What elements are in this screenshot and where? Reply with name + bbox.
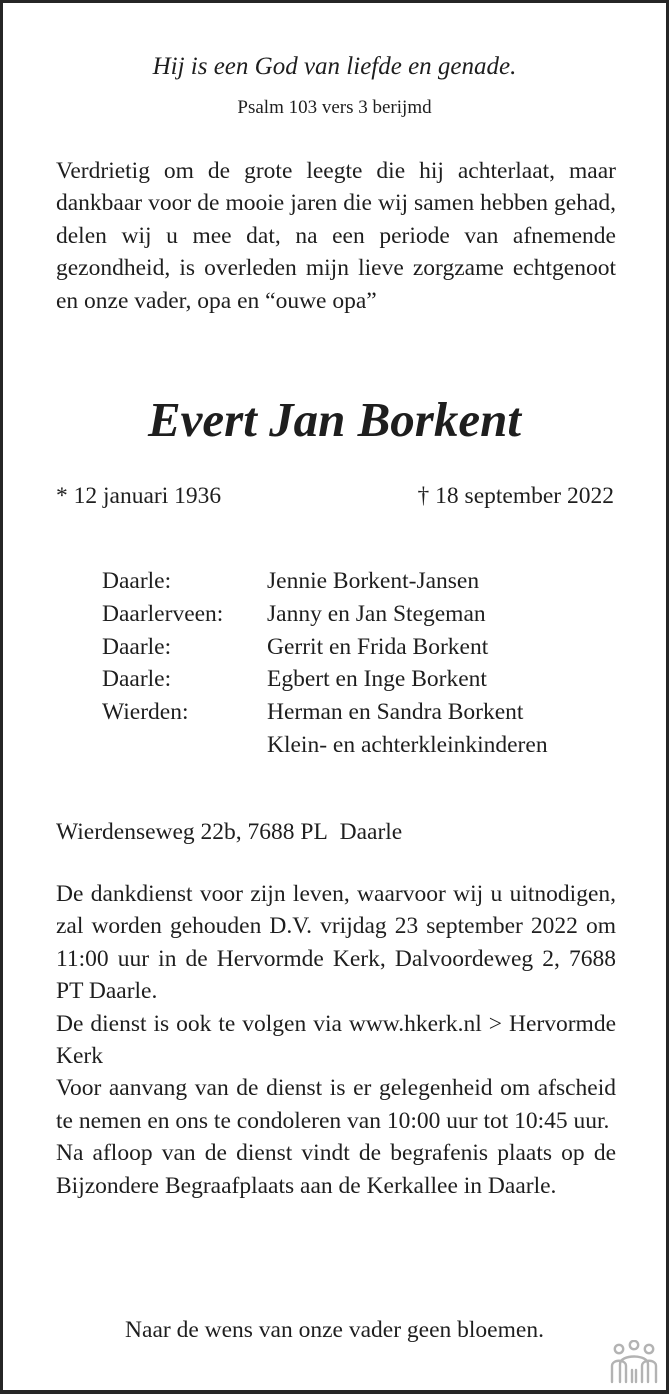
family-place: Daarlerveen: bbox=[102, 600, 224, 627]
burial-paragraph: Na afloop van de dienst vindt de begrafenis plaats op de Bijzondere Begraafplaats aan de Kerkallee in Daarle. bbox=[56, 1140, 616, 1199]
family-row bbox=[102, 696, 548, 729]
family-place: Daarle: bbox=[102, 666, 172, 693]
family-place bbox=[102, 729, 267, 762]
condolence-paragraph: Voor aanvang van de dienst is er gelegenheid om afscheid te nemen en ons te condoleren van 10:00 uur tot 10:45 uur. bbox=[56, 1075, 616, 1134]
home-address: Wierdenseweg 22b, 7688 PL Daarle bbox=[56, 819, 403, 845]
intro-paragraph: Verdrietig om de grote leegte die hij achterlaat, maar dankbaar voor de mooie jaren die wij samen hebben gehad, delen wij u mee dat, na een periode van afnemende gezondheid, is overleden mijn lieve zorgzame echtgenoot en onze vader, opa en “ouwe opa” bbox=[56, 158, 616, 314]
motto-source: Psalm 103 vers 3 berijmd bbox=[237, 97, 432, 118]
family-names: Janny en Jan Stegeman bbox=[267, 600, 486, 627]
service-paragraph: De dankdienst voor zijn leven, waarvoor wij u uitnodigen, zal worden gehouden D.V. vrijdag 23 september 2022 om 11:00 uur in de Hervormde Kerk, Dalvoordeweg 2, 7688 PT Daarle. bbox=[56, 881, 616, 1005]
family-place: Daarle: bbox=[102, 568, 172, 594]
family-people-icon bbox=[610, 1340, 658, 1384]
family-place: Daarle: bbox=[102, 633, 172, 660]
family-row bbox=[102, 598, 548, 631]
death-date: † 18 september 2022 bbox=[417, 483, 614, 509]
deceased-name: Evert Jan Borkent bbox=[148, 392, 521, 447]
family-row bbox=[102, 631, 548, 664]
family-names: Herman en Sandra Borkent bbox=[267, 699, 524, 726]
family-place: Wierden: bbox=[102, 699, 189, 726]
family-names: Klein- en achterkleinkinderen bbox=[267, 731, 548, 758]
family-row bbox=[102, 565, 548, 598]
family-names: Egbert en Inge Borkent bbox=[267, 666, 487, 693]
family-row bbox=[102, 729, 548, 762]
family-list bbox=[102, 565, 548, 762]
family-row bbox=[102, 663, 548, 696]
motto: Hij is een God van liefde en genade. bbox=[152, 53, 517, 80]
family-names: Gerrit en Frida Borkent bbox=[267, 633, 489, 660]
birth-date: * 12 januari 1936 bbox=[56, 483, 222, 509]
livestream-paragraph: De dienst is ook te volgen via www.hkerk.nl > Hervormde Kerk bbox=[56, 1010, 616, 1070]
service-details bbox=[56, 878, 616, 1202]
closing-note: Naar de wens van onze vader geen bloemen. bbox=[125, 1317, 544, 1343]
family-names: Jennie Borkent-Jansen bbox=[267, 568, 480, 594]
